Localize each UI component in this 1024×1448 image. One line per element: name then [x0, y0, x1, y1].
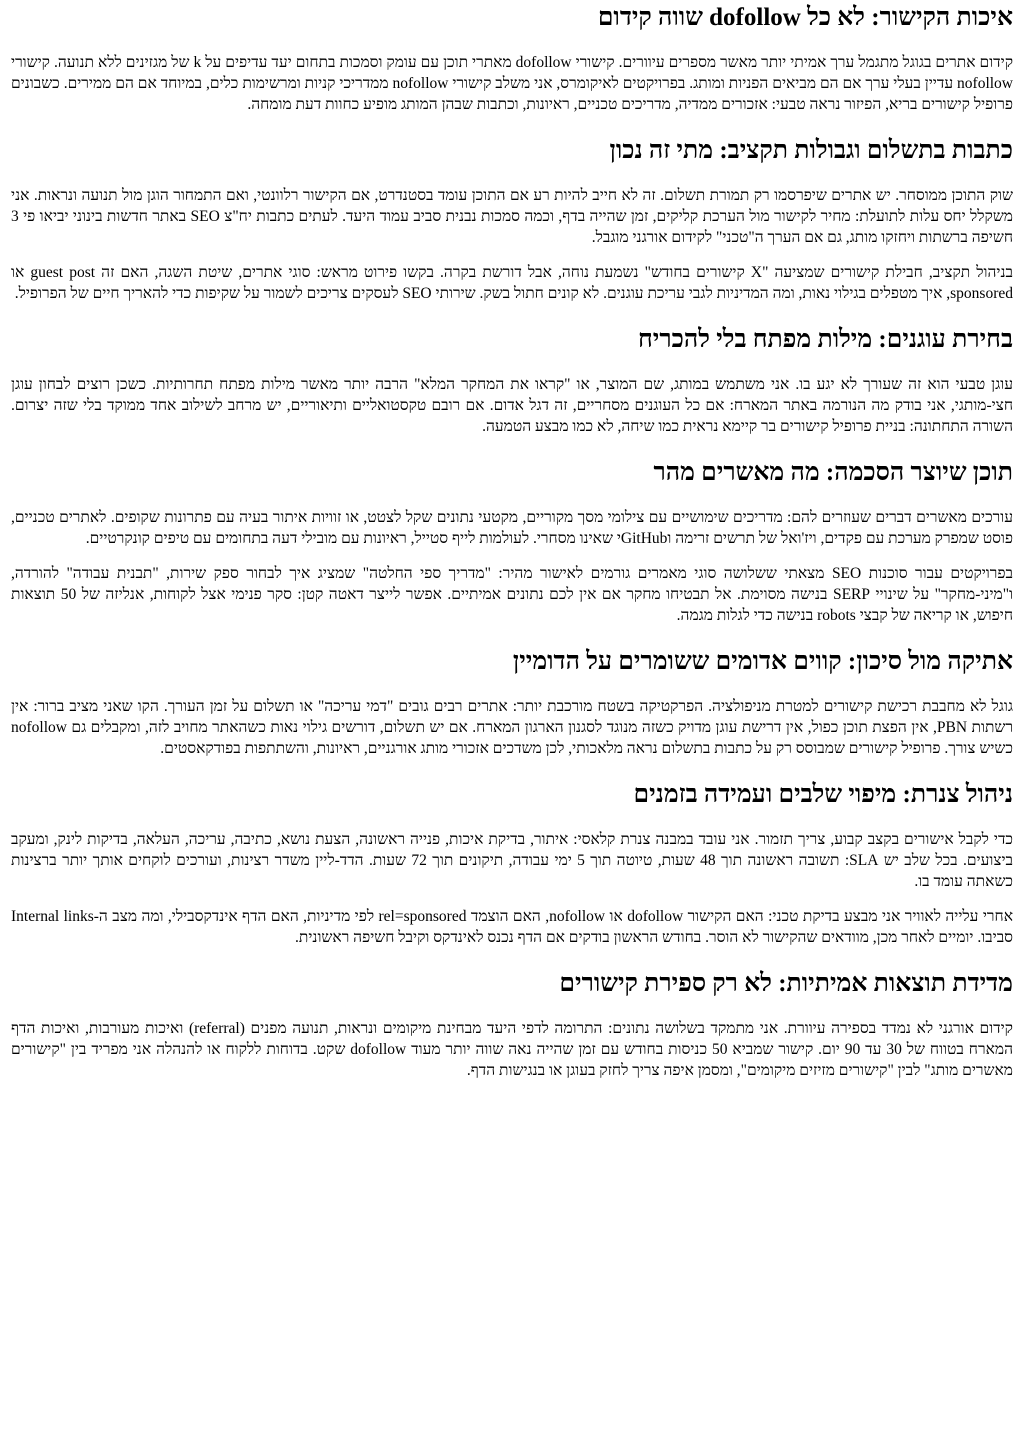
section-paragraph: גוגל לא מחבבת רכישת קישורים למטרת מניפולציה. הפרקטיקה בשטח מורכבת יותר: אתרים רבים גובים "דמי עריכה" או תשלום על זמן העורך. הקו שאני מציב ברור: אין רשתות PBN, אין הפצת תוכן כפול, אין דרישת עוגן מדויק כשזה מנוגד לסגנון הארגון המארח. אם יש תשלום, דורשים גילוי נאות כשהאתר מחויב לזה, ומקבלים גם nofollow כשיש צורך. פרופיל קישורים שמבוסס רק על כתבות בתשלום נראה מלאכותי, לכן משדכים אזכורי מותג אורגניים, ראיונות, והשתתפות בפודקאסטים.: [11, 698, 1013, 757]
section-paragraph: עוגן טבעי הוא זה שעורך לא יגע בו. אני משתמש במותג, שם המוצר, או "קראו את המחקר המלא" הרבה יותר מאשר מילות מפתח תחרותיות. כשכן רוצים לבחון עוגן חצי-מותגי, אני בודק מה הנורמה באתר המארח: אם כל העוגנים מסחריים, זה דגל אדום. אם רובם טקסטואליים ותיאוריים, יש מרחב לשילוב אחד ממוקד בלי שזה יצרום. השורה התחתונה: בניית פרופיל קישורים בר קיימא נראית כמו שיחה, לא כמו מבצע הטמעה.: [11, 376, 1013, 435]
section-heading: כתבות בתשלום וגבולות תקציב: מתי זה נכון: [609, 137, 1013, 164]
section-heading: בחירת עוגנים: מילות מפתח בלי להכריח: [638, 326, 1013, 353]
section-paragraph: כדי לקבל אישורים בקצב קבוע, צריך תזמור. אני עובד במבנה צנרת קלאסי: איתור, בדיקת איכות, פנייה ראשונה, הצעת נושא, כתיבה, עריכה, העלאה, בדיקות לינק, ומעקב ביצועים. בכל שלב יש SLA: תשובה ראשונה תוך 48 שעות, טיוטה תוך 5 ימי עבודה, תיקונים תוך 72 שעות. הדד-ליין משדר רצינות, ועורכים לוקחים אותך יותר ברצינות כשאתה עומד בו.: [11, 831, 1013, 890]
section-heading: מדידת תוצאות אמיתיות: לא רק ספירת קישורים: [559, 970, 1013, 997]
section-paragraph: בפרויקטים עבור סוכנות SEO מצאתי ששלושה סוגי מאמרים גורמים לאישור מהיר: "מדריך ספי החלטה" שמציג איך לבחור ספק שירות, "תבנית עבודה" להורדה, ו"מיני-מחקר" על שינויי SERP בנישה מסוימת. אל תבטיחו מחקר אם אין לכם נתונים אמיתיים. אפשר לייצר דאטה קטן: סקר פנימי אצל לקוחות, אנליזה של 50 תוצאות חיפוש, או קריאה של קבצי robots בנישה כדי לגלות מגמה.: [11, 565, 1014, 624]
section-approved-content: [11, 457, 1013, 626]
section-paid-articles: [11, 135, 1013, 304]
section-measuring-results: [11, 968, 1013, 1081]
section-paragraph: קידום אורגני לא נמדד בספירה עיוורת. אני מתמקד בשלושה נתונים: התרומה לדפי היעד מבחינת מיקומים ונראות, תנועה מפנים (referral) ואיכות מעורבות, ואיכות הדף המארח בטווח של 30 עד 90 יום. קישור שמביא 50 כניסות בחודש עם זמן שהייה נאה שווה יותר מעוד dofollow שקט. בדוחות ללקוח או להנהלה אני מפריד בין "קישורים מאשרים מותג" לבין "קישורים מזיזים מיקומים", ומסמן איפה צריך לחזק בעוגן או בנגישות הדף.: [11, 1020, 1013, 1079]
section-anchor-selection: [11, 324, 1013, 437]
section-pipeline-management: [11, 779, 1013, 948]
section-paragraph: שוק התוכן ממוסחר. יש אתרים שיפרסמו רק תמורת תשלום. זה לא חייב להיות רע אם התוכן עומד בסטנדרט, אם הקישור רלוונטי, ואם התמחור הוגן מול תנועה ונראות. אני משקלל יחס עלות לתועלת: מחיר לקישור מול הערכת קליקים, זמן שהייה בדף, וכמה סמכות נבנית סביב עמוד היעד. לעתים כתבות יח"צ SEO באתר חדשות בינוני יביאו פי 3 חשיפה ברשתות ויחזקו מותג, גם אם הערך ה"טכני" לקידום אורגני מוגבל.: [11, 187, 1013, 246]
section-paragraph: עורכים מאשרים דברים שעוזרים להם: מדריכים שימושיים עם צילומי מסך מקוריים, מקטעי נתונים שקל לצטט, או זוויות איתור בעיה עם פתרונות שקופים. לאתרים טכניים, פוסט שמפרק מערכת עם פקדים, ויז'ואל של תרשים זרימה וGitHubי שאינו מסחרי. לעולמות לייף סטייל, ראיונות עם מובילי דעה בתחומים עם טיפים קונקרטיים.: [11, 509, 1013, 547]
section-heading: תוכן שיוצר הסכמה: מה מאשרים מהר: [653, 459, 1013, 486]
section-heading: ניהול צנרת: מיפוי שלבים ועמידה בזמנים: [633, 781, 1013, 808]
section-paragraph: אחרי עלייה לאוויר אני מבצע בדיקת טכני: האם הקישור dofollow או nofollow, האם הוצמד rel=sponsored לפי מדיניות, האם הדף אינדקסבילי, ומה מצב ה-Internal links סביבו. יומיים לאחר מכן, מוודאים שהקישור לא הוסר. בחודש הראשון בודקים אם הדף נכנס לאינדקס וקיבל חשיפה ראשונית.: [11, 908, 1014, 946]
section-heading: אתיקה מול סיכון: קווים אדומים ששומרים על הדומיין: [512, 648, 1013, 675]
section-link-quality: [11, 2, 1013, 115]
section-ethics-risk: [11, 646, 1013, 759]
section-paragraph: בניהול תקציב, חבילת קישורים שמציעה "X קישורים בחודש" נשמעת נוחה, אבל דורשת בקרה. בקשו פירוט מראש: סוגי אתרים, שיטת השגה, האם זה guest post או sponsored, איך מטפלים בגילוי נאות, ומה המדיניות לגבי עריכת עוגנים. לא קונים חתול בשק. שירותי SEO לעסקים צריכים לשמור על שקיפות כדי להאריך חיים של הפרופיל.: [11, 264, 1013, 302]
section-heading: איכות הקישור: לא כל dofollow שווה קידום: [597, 4, 1013, 31]
section-paragraph: קידום אתרים בגוגל מתגמל ערך אמיתי יותר מאשר מספרים עיוורים. קישורי dofollow מאתרי תוכן עם עומק וסמכות בתחום יעד עדיפים על k של מגזינים ללא תנועה. קישורי nofollow עדיין בעלי ערך אם הם מביאים הפניות ומותג. בפרויקטים לאיקומרס, אני משלב קישורי nofollow ממדריכי קניות ומרשימות כלים, במיוחד אם הם ממירים. כשבונים פרופיל קישורים בריא, הפיזור נראה טבעי: אזכורים ממדיה, מדריכים טכניים, ראיונות, וכתבות שבהן המותג מופיע כחוות דעת מומחה.: [11, 54, 1013, 113]
